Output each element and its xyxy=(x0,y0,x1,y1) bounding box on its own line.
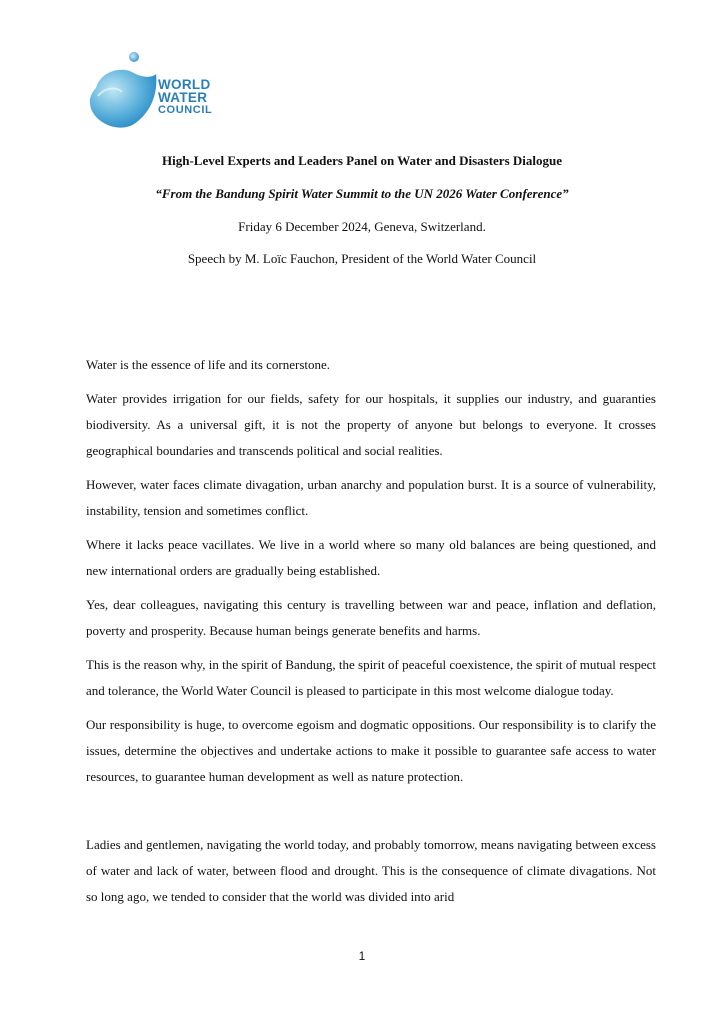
logo-line-water: WATER xyxy=(158,90,208,105)
paragraph: This is the reason why, in the spirit of Bandung, the spirit of peaceful coexistence, the spirit of mutual respect and tolerance, the World Water Council is pleased to participate in this most welcome dialogue today. xyxy=(86,657,656,698)
logo-line-world: WORLD xyxy=(158,77,211,92)
world-water-council-logo xyxy=(86,48,236,132)
paragraph: Our responsibility is huge, to overcome egoism and dogmatic oppositions. Our responsibility is to clarify the issues, determine the objectives and undertake actions to make it possible to guarantee safe access to water resources, to guarantee human development as well as nature protection. xyxy=(86,717,656,784)
document-subtitle: “From the Bandung Spirit Water Summit to the UN 2026 Water Conference” xyxy=(155,186,569,201)
water-drop-icon xyxy=(86,48,166,132)
paragraph: Water is the essence of life and its cornerstone. xyxy=(86,357,331,372)
event-date-place: Friday 6 December 2024, Geneva, Switzerland. xyxy=(238,219,486,234)
paragraph: Water provides irrigation for our fields, safety for our hospitals, it supplies our industry, and guaranties biodiversity. As a universal gift, it is not the property of anyone but belongs to everyone. It crosses geographical boundaries and transcends political and social realities. xyxy=(86,391,656,458)
logo-wordmark xyxy=(158,78,212,117)
paragraph: Where it lacks peace vacillates. We live in a world where so many old balances are being questioned, and new international orders are gradually being established. xyxy=(86,537,656,578)
speaker-line: Speech by M. Loïc Fauchon, President of the World Water Council xyxy=(187,251,537,266)
paragraph: Yes, dear colleagues, navigating this century is travelling between war and peace, inflation and deflation, poverty and prosperity. Because human beings generate benefits and harms. xyxy=(86,597,656,638)
paragraph: Ladies and gentlemen, navigating the world today, and probably tomorrow, means navigating between excess of water and lack of water, between flood and drought. This is the consequence of climate divagations. Not so long ago, we tended to consider that the world was divided into arid xyxy=(86,837,656,904)
logo-line-council: COUNCIL xyxy=(158,104,213,116)
paragraph: However, water faces climate divagation, urban anarchy and population burst. It is a source of vulnerability, instability, tension and sometimes conflict. xyxy=(86,477,656,518)
page-number: 1 xyxy=(358,949,366,963)
speech-body xyxy=(86,352,656,918)
document-title: High-Level Experts and Leaders Panel on Water and Disasters Dialogue xyxy=(162,153,562,168)
